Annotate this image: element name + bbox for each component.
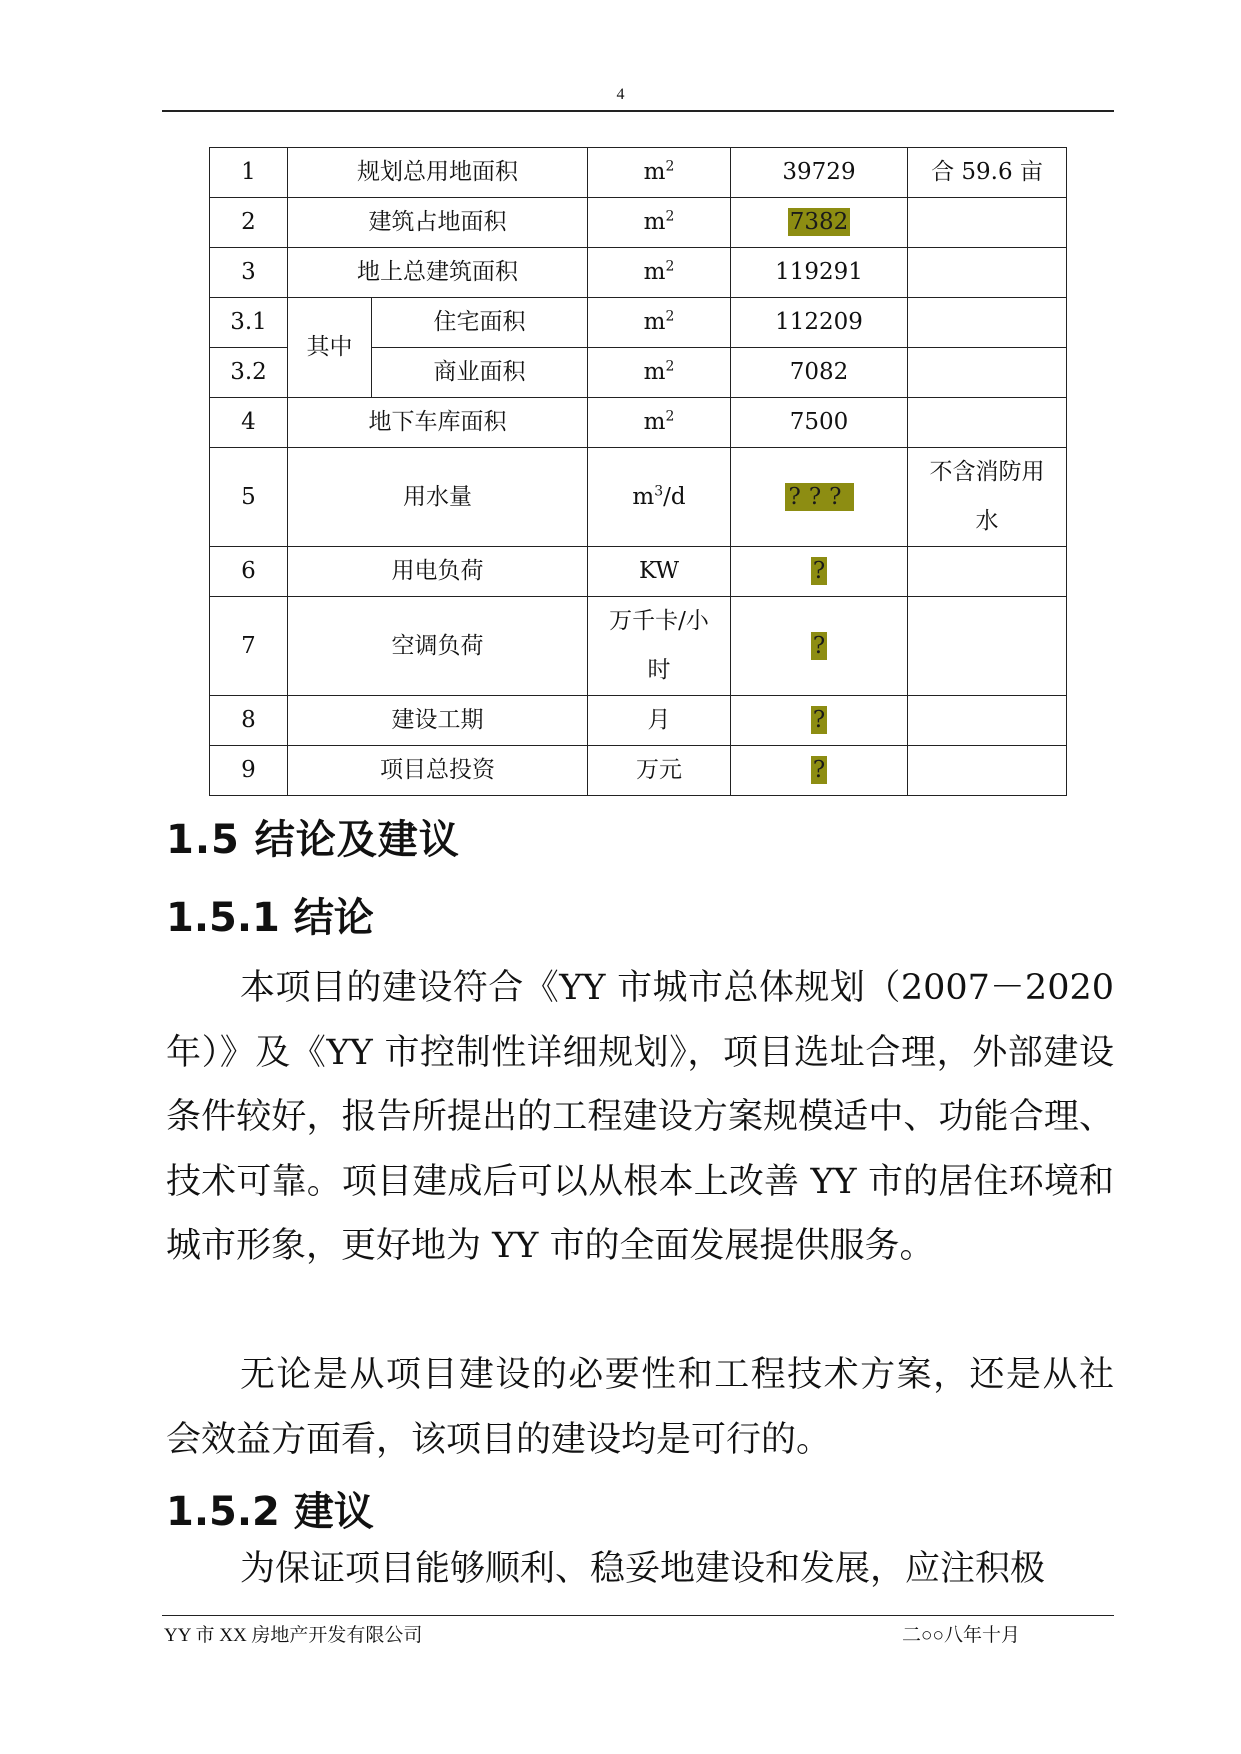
table-row	[210, 448, 1067, 547]
highlighted-value: 7382	[789, 209, 849, 235]
highlighted-value: ?	[812, 757, 826, 783]
note-cell	[908, 298, 1067, 348]
table-row	[210, 597, 1067, 696]
item-name: 地下车库面积	[288, 398, 588, 448]
item-name: 建筑占地面积	[288, 198, 588, 248]
row-number: 3	[210, 248, 288, 298]
unit-cell: 月	[588, 696, 731, 746]
row-number: 4	[210, 398, 288, 448]
table-row	[210, 198, 1067, 248]
table-row	[210, 398, 1067, 448]
conclusion-paragraph: 本项目的建设符合《YY 市城市总体规划（2007－2020 年）》及《YY 市控制性详细规划》，项目选址合理，外部建设条件较好，报告所提出的工程建设方案规模适中、功能合理、技术可靠。项目建成后可以从根本上改善 YY 市的居住环境和城市形象，更好地为 YY 市的全面发展提供服务。	[166, 968, 1114, 1266]
conclusion-heading: 1.5.1 结论	[166, 895, 374, 941]
unit-cell: $m^2$	[588, 198, 731, 248]
highlighted-value: ?	[812, 632, 826, 659]
unit-cell: $m^2$	[588, 348, 731, 398]
row-number: 1	[210, 148, 288, 198]
table-row	[210, 248, 1067, 298]
footer-company: YY 市 XX 房地产开发有限公司	[164, 1625, 423, 1646]
item-name: 建设工期	[288, 696, 588, 746]
note-cell	[908, 597, 1067, 696]
table-row	[210, 298, 1067, 348]
item-name: 商业面积	[372, 348, 588, 398]
unit-cell: $m^2$	[588, 248, 731, 298]
item-name: 住宅面积	[372, 298, 588, 348]
item-name: 空调负荷	[288, 597, 588, 696]
suggestion-heading: 1.5.2 建议	[166, 1489, 374, 1535]
note-cell	[908, 348, 1067, 398]
table-row	[210, 547, 1067, 597]
item-name: 项目总投资	[288, 746, 588, 796]
table-row	[210, 696, 1067, 746]
row-number: 6	[210, 547, 288, 597]
item-name: 用电负荷	[288, 547, 588, 597]
highlighted-value: ???	[785, 483, 854, 511]
unit-cell: KW	[588, 547, 731, 597]
page-number: 4	[616, 86, 625, 103]
note-cell: 不含消防用水	[908, 448, 1067, 547]
highlighted-value: ?	[812, 707, 826, 733]
note-cell	[908, 198, 1067, 248]
value-cell: 7500	[731, 398, 908, 448]
note-cell	[908, 547, 1067, 597]
row-number: 8	[210, 696, 288, 746]
note-cell	[908, 746, 1067, 796]
value-cell: 112209	[731, 298, 908, 348]
unit-cell: $m^3/d$	[588, 448, 731, 547]
table-row	[210, 746, 1067, 796]
value-cell	[731, 696, 908, 746]
value-cell	[731, 198, 908, 248]
unit-cell: $m^2$	[588, 148, 731, 198]
unit-cell: 万元	[588, 746, 731, 796]
row-number: 3.2	[210, 348, 288, 398]
highlighted-value: ?	[812, 558, 826, 584]
note-cell	[908, 398, 1067, 448]
row-number: 9	[210, 746, 288, 796]
unit-cell: $m^2$	[588, 398, 731, 448]
header-rule	[162, 110, 1114, 112]
item-name: 用水量	[288, 448, 588, 547]
value-cell	[731, 746, 908, 796]
value-cell: 119291	[731, 248, 908, 298]
value-cell	[731, 448, 908, 547]
item-name: 规划总用地面积	[288, 148, 588, 198]
conclusion-paragraph-2: 无论是从项目建设的必要性和工程技术方案，还是从社会效益方面看，该项目的建设均是可行的。	[166, 1355, 1114, 1460]
value-cell: 39729	[731, 148, 908, 198]
row-number: 7	[210, 597, 288, 696]
group-label: 其中	[288, 298, 372, 398]
unit-cell: 万千卡/小时	[588, 597, 731, 696]
row-number: 5	[210, 448, 288, 547]
section-heading: 1.5 结论及建议	[166, 817, 460, 863]
footer-date: 二○○八年十月	[902, 1625, 1020, 1646]
item-name: 地上总建筑面积	[288, 248, 588, 298]
note-cell: 合 59.6 亩	[908, 148, 1067, 198]
unit-cell: $m^2$	[588, 298, 731, 348]
row-number: 3.1	[210, 298, 288, 348]
value-cell	[731, 597, 908, 696]
note-cell	[908, 248, 1067, 298]
note-cell	[908, 696, 1067, 746]
row-number: 2	[210, 198, 288, 248]
suggestion-paragraph: 为保证项目能够顺利、稳妥地建设和发展，应注积极	[240, 1549, 1046, 1589]
value-cell	[731, 547, 908, 597]
footer-rule	[162, 1615, 1114, 1616]
table-row	[210, 148, 1067, 198]
spec-table	[209, 147, 1067, 796]
value-cell: 7082	[731, 348, 908, 398]
